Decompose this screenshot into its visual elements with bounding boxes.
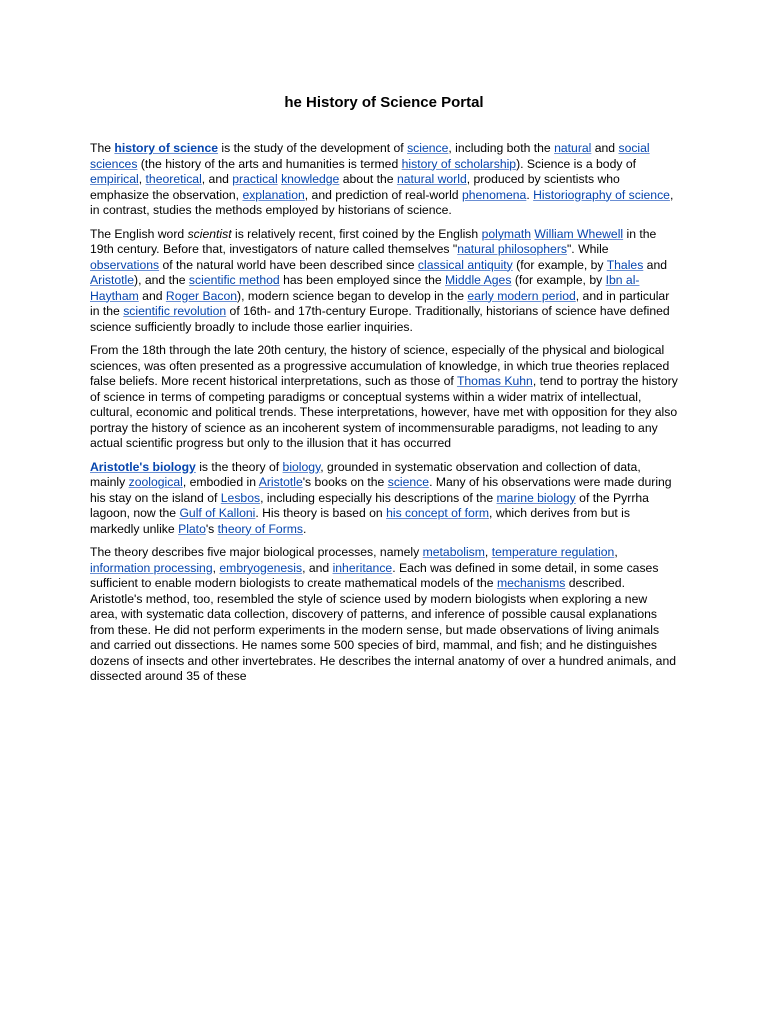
paragraph-text: about the: [339, 172, 397, 186]
paragraph-text: , including both the: [448, 141, 555, 155]
paragraph-text: .: [303, 521, 307, 536]
italic-text: scientist: [187, 226, 232, 241]
inline-link[interactable]: early modern period: [467, 288, 576, 303]
paragraph-text: From the 18th through the late 20th century, the history of science, especially of the physical and biological sciences, was often presented as a progressive accumulation of knowledge, in which true theories replaced false beliefs. More recent historical interpretations, such as those of: [90, 343, 670, 388]
paragraph: [90, 141, 678, 219]
paragraph-text: (the history of the arts and humanities is termed: [137, 156, 402, 171]
paragraph: [90, 227, 678, 336]
paragraph-text: . Each was defined in some detail, in some cases sufficient to enable modern biologists to create mathematical models of the: [90, 560, 659, 590]
inline-link[interactable]: polymath: [481, 226, 532, 241]
paragraph-text: , and: [201, 172, 233, 186]
paragraph-text: , embodied in: [182, 475, 259, 489]
paragraph-text: . His theory is based on: [255, 506, 387, 520]
inline-link[interactable]: Thomas Kuhn: [456, 374, 533, 388]
page-title: he History of Science Portal: [284, 94, 484, 111]
inline-link[interactable]: biology: [282, 459, 321, 474]
paragraph-text: , and: [302, 560, 333, 575]
inline-link[interactable]: Aristotle: [258, 475, 303, 489]
paragraph-text: , and in particular in the: [90, 288, 670, 318]
inline-link[interactable]: history of scholarship: [401, 156, 517, 171]
inline-link[interactable]: empirical: [90, 172, 139, 186]
inline-link[interactable]: science: [387, 475, 430, 489]
inline-link[interactable]: natural world: [396, 172, 467, 186]
paragraph-text: ,: [614, 545, 618, 559]
inline-link[interactable]: practical: [232, 172, 278, 186]
inline-link[interactable]: Lesbos: [220, 490, 261, 505]
paragraph-text: (for example, by: [511, 273, 606, 287]
paragraph-text: ), and the: [134, 273, 189, 287]
inline-link[interactable]: Gulf of Kalloni: [179, 506, 256, 520]
inline-link[interactable]: information processing: [90, 560, 213, 575]
paragraph-text: is the study of the development of: [218, 141, 408, 155]
paragraph-text: in the 19th century. Before that, investigators of nature called themselves ": [90, 226, 657, 256]
inline-link[interactable]: Historiography of science: [533, 187, 670, 202]
inline-link[interactable]: inheritance: [332, 560, 393, 575]
paragraph-text: and: [138, 288, 166, 303]
inline-link[interactable]: embryogenesis: [219, 560, 303, 575]
inline-link[interactable]: mechanisms: [496, 576, 566, 590]
inline-link[interactable]: observations: [90, 257, 160, 272]
paragraph-text: .: [526, 187, 534, 202]
inline-link[interactable]: his concept of form: [386, 506, 490, 520]
inline-link[interactable]: Roger Bacon: [165, 288, 238, 303]
paragraph-text: ,: [138, 172, 146, 186]
inline-link[interactable]: Aristotle's biology: [90, 459, 196, 474]
inline-link[interactable]: Aristotle: [90, 273, 135, 287]
inline-link[interactable]: classical antiquity: [417, 257, 513, 272]
inline-link[interactable]: history of science: [114, 141, 219, 155]
paragraph-text: and: [643, 257, 668, 272]
inline-link[interactable]: explanation: [242, 187, 305, 202]
paragraph-text: ). Science is a body of: [516, 156, 636, 171]
inline-link[interactable]: knowledge: [281, 172, 340, 186]
inline-link[interactable]: temperature regulation: [491, 545, 615, 559]
paragraph-text: . Many of his observations were made during his stay on the island of: [90, 475, 672, 505]
paragraph-text: ". While: [566, 242, 609, 256]
paragraph-text: of the Pyrrha lagoon, now the: [90, 490, 649, 520]
inline-link[interactable]: metabolism: [422, 545, 485, 559]
paragraph-text: , which derives from but is markedly unlike: [90, 506, 630, 536]
document-page: [90, 94, 678, 693]
document-body: [90, 141, 678, 685]
paragraph-text: , produced by scientists who emphasize the observation,: [90, 172, 620, 202]
paragraph-text: 's: [205, 521, 218, 536]
inline-link[interactable]: scientific revolution: [123, 304, 227, 318]
paragraph-text: is the theory of: [195, 459, 283, 474]
inline-link[interactable]: phenomena: [461, 187, 527, 202]
paragraph-text: ,: [484, 545, 492, 559]
paragraph-text: is relatively recent, first coined by the English: [231, 226, 482, 241]
paragraph-text: ), modern science began to develop in the: [237, 288, 468, 303]
paragraph-text: ,: [212, 560, 220, 575]
inline-link[interactable]: scientific method: [188, 273, 280, 287]
inline-link[interactable]: Middle Ages: [445, 273, 512, 287]
paragraph: [90, 545, 678, 685]
paragraph: [90, 343, 678, 452]
paragraph-text: , grounded in systematic observation and collection of data, mainly: [90, 459, 641, 489]
inline-link[interactable]: Thales: [606, 257, 644, 272]
paragraph-text: (for example, by: [512, 257, 607, 272]
inline-link[interactable]: Ibn al-Haytham: [90, 273, 640, 303]
paragraph-text: and: [591, 141, 619, 155]
paragraph-text: of the natural world have been described since: [159, 257, 418, 272]
inline-link[interactable]: social sciences: [90, 141, 650, 171]
paragraph-text: , in contrast, studies the methods employed by historians of science.: [90, 187, 674, 217]
inline-link[interactable]: natural philosophers: [457, 242, 567, 256]
inline-link[interactable]: zoological: [128, 475, 183, 489]
paragraph-text: The English word: [90, 226, 188, 241]
inline-link[interactable]: theory of Forms: [217, 521, 303, 536]
paragraph-text: , tend to portray the history of science in terms of competing paradigms or conceptual systems within a wider matrix of intellectual, cultural, economic and political trends. These interpretations, however, have met with opposition for they also portray the history of science as an incoherent system of incommensurable paradigms, not leading to any actual scientific progress but only to the illusion that it has occurred: [90, 374, 678, 450]
paragraph-text: of 16th- and 17th-century Europe. Traditionally, historians of science have defined science sufficiently broadly to include those earlier inquiries.: [90, 304, 670, 334]
paragraph-text: described. Aristotle's method, too, resembled the style of science used by modern biologists when exploring a new area, with systematic data collection, discovery of patterns, and inference of possible causal explanations from these. He did not perform experiments in the modern sense, but made observations of living animals and carried out dissections. He names some 500 species of bird, mammal, and fish; and he distinguishes dozens of insects and other invertebrates. He describes the internal anatomy of over a hundred animals, and dissected around 35 of these: [90, 576, 677, 683]
paragraph-text: has been employed since the: [279, 273, 446, 287]
inline-link[interactable]: William Whewell: [534, 226, 624, 241]
paragraph: [90, 460, 678, 538]
inline-link[interactable]: theoretical: [145, 172, 202, 186]
inline-link[interactable]: Plato: [178, 521, 206, 536]
inline-link[interactable]: marine biology: [496, 490, 576, 505]
inline-link[interactable]: science: [407, 141, 449, 155]
paragraph-text: The theory describes five major biological processes, namely: [90, 545, 423, 559]
paragraph-text: 's books on the: [302, 475, 388, 489]
paragraph-text: The: [90, 141, 115, 155]
paragraph-text: , and prediction of real-world: [304, 187, 462, 202]
inline-link[interactable]: natural: [554, 141, 592, 155]
paragraph-text: , including especially his descriptions of the: [260, 490, 497, 505]
